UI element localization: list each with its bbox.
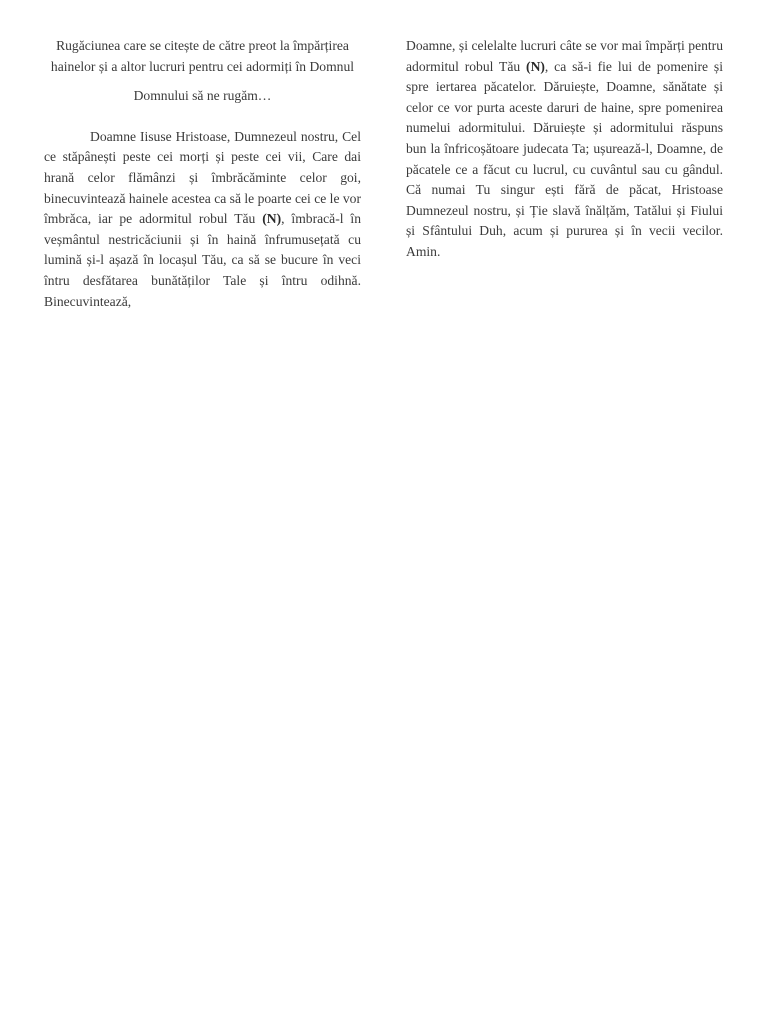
left-column <box>44 36 361 312</box>
name-placeholder: (N) <box>262 211 282 227</box>
prayer-paragraph-right <box>406 36 723 263</box>
prayer-title: Rugăciunea care se citește de către preot la împărțirea hainelor și a altor lucruri pentru cei adormiți în Domnul <box>50 38 355 74</box>
prayer-paragraph-left <box>44 127 361 312</box>
invocation-line: Domnului să ne rugăm… <box>133 88 272 104</box>
right-column <box>406 36 723 263</box>
paragraph-text: Doamne Iisuse Hristoase, Dumnezeul nostru, Cel ce stăpânești peste cei morți și peste cei vii, Care dai hrană celor flămânzi și îmbrăcăminte celor goi, binecuvintează hainele acestea ca să le poarte cei ce le vor îmbrăca, iar pe adormitul robul Tău <box>44 128 361 227</box>
name-placeholder: (N) <box>526 58 545 74</box>
paragraph-text: , îmbracă-l în veșmântul nestricăciunii și în haină înfrumusețată cu lumină și-l așază în locașul Tău, ca să se bucure în veci întru desfătarea bunătăților Tale și întru odihnă. Binecuvintează, <box>44 211 361 309</box>
paragraph-text: Doamne, și celelalte lucruri câte se vor mai împărți pentru adormitul robul Tău <box>406 38 723 74</box>
paragraph-text: , ca să-i fie lui de pomenire și spre iertarea păcatelor. Dăruiește, Doamne, sănătate și celor ce vor purta aceste daruri de haine, spre pomenirea numelui adormitului. Dăruiește și adormitului răspuns bun la înfricoșătoare judecata Ta; ușurează-l, Doamne, de păcatele ce a făcut cu lucrul, cu cuvântul sau cu gândul. Că numai Tu singur ești fără de păcat, Hristoase Dumnezeul nostru, și Ție slavă înălțăm, Tatălui și Fiului și Sfântului Duh, acum și pururea și în vecii vecilor. Amin. <box>406 58 723 259</box>
